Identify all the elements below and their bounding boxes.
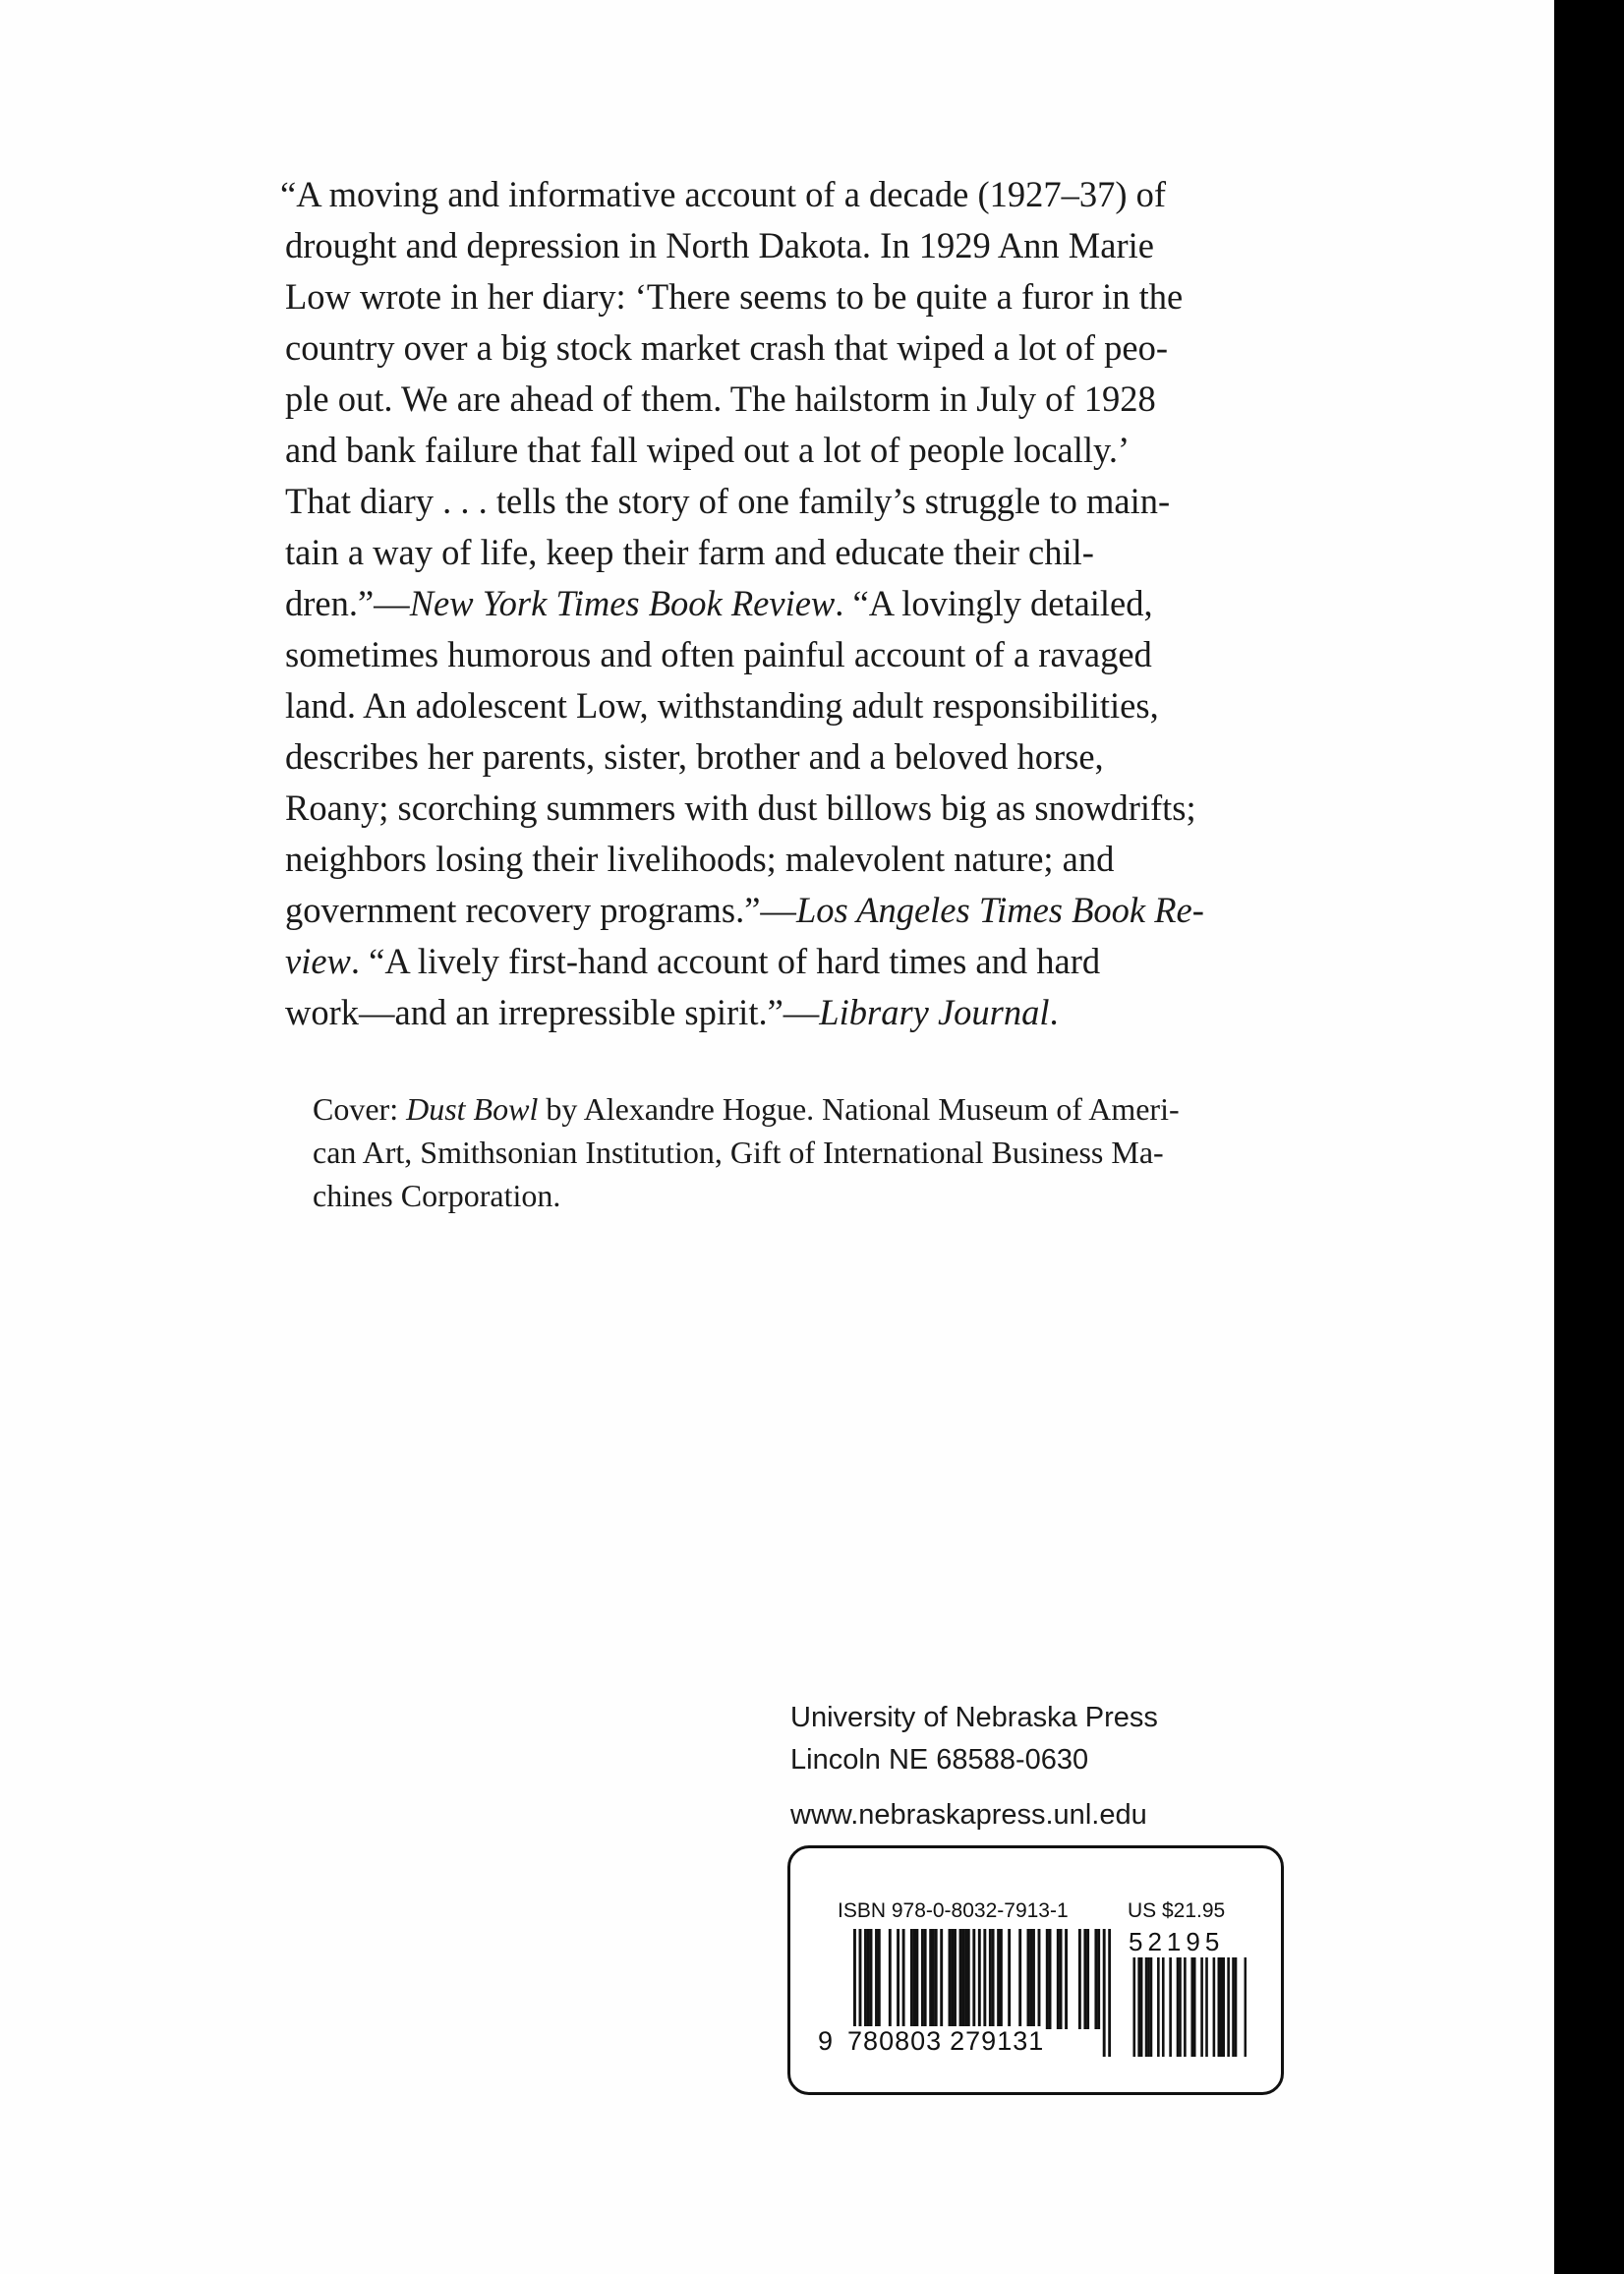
barcode-bar bbox=[959, 1929, 962, 2029]
barcode-bar bbox=[1078, 1929, 1081, 2029]
barcode-bar bbox=[902, 1929, 905, 2029]
text-run: Roany; scorching summers with dust billows big as snowdrifts; bbox=[285, 787, 1196, 828]
text-run: can Art, Smithsonian Institution, Gift of International Business Ma- bbox=[313, 1135, 1164, 1170]
barcode-bar bbox=[889, 1929, 892, 2029]
text-run: by Alexandre Hogue. National Museum of Ameri- bbox=[538, 1091, 1180, 1127]
text-run: work—and an irrepressible spirit.”— bbox=[285, 992, 820, 1032]
blurb-line bbox=[285, 322, 1327, 374]
publisher-address: Lincoln NE 68588-0630 bbox=[790, 1744, 1089, 1776]
text-run: “A moving and informative account of a decade (1927–37) of bbox=[280, 174, 1167, 214]
addon-bar bbox=[1193, 1957, 1196, 2057]
italic-text: Library Journal bbox=[819, 992, 1050, 1032]
barcode-bar bbox=[897, 1929, 899, 2029]
text-run: ple out. We are ahead of them. The hailstorm in July of 1928 bbox=[285, 379, 1156, 419]
barcode-bar bbox=[1065, 1929, 1068, 2029]
text-run: chines Corporation. bbox=[313, 1178, 561, 1213]
text-run: government recovery programs.”— bbox=[285, 890, 796, 930]
ean13-right-digits: 279131 bbox=[950, 2026, 1045, 2056]
blurb-line bbox=[285, 936, 1327, 987]
barcode-bar bbox=[875, 1929, 878, 2029]
addon-bar bbox=[1190, 1957, 1193, 2057]
barcode-bar bbox=[932, 1929, 935, 2029]
blurb-line bbox=[280, 169, 1327, 220]
italic-text: view bbox=[285, 941, 351, 981]
barcode-bar bbox=[870, 1929, 873, 2029]
barcode-bar bbox=[929, 1929, 932, 2029]
barcode-bar bbox=[1008, 1929, 1011, 2029]
barcode-bar bbox=[967, 1929, 970, 2029]
blurb-line bbox=[285, 578, 1327, 629]
barcode-bar bbox=[1086, 1929, 1089, 2029]
blurb-line bbox=[285, 476, 1327, 527]
barcode-bar bbox=[1029, 1929, 1032, 2029]
barcode-bar bbox=[913, 1929, 916, 2029]
barcode-bar bbox=[878, 1929, 881, 2029]
addon-bar bbox=[1184, 1957, 1187, 2057]
addon-bar bbox=[1232, 1957, 1235, 2057]
blurb-line bbox=[285, 680, 1327, 731]
text-run: describes her parents, sister, brother and a beloved horse, bbox=[285, 736, 1104, 777]
addon-bar bbox=[1222, 1957, 1225, 2057]
addon-bar bbox=[1140, 1957, 1143, 2057]
text-run: Low wrote in her diary: ‘There seems to be quite a furor in the bbox=[285, 276, 1184, 317]
barcode-bar bbox=[949, 1929, 952, 2029]
text-run: drought and depression in North Dakota. In 1929 Ann Marie bbox=[285, 225, 1154, 265]
barcode-bar bbox=[997, 1929, 1000, 2029]
addon-bar bbox=[1147, 1957, 1150, 2057]
credit-line bbox=[313, 1087, 1335, 1131]
blurb-line bbox=[285, 629, 1327, 680]
addon-bar bbox=[1169, 1957, 1172, 2057]
barcode-bar bbox=[864, 1929, 867, 2029]
addon-bar bbox=[1200, 1957, 1203, 2057]
blurb-line bbox=[285, 783, 1327, 834]
text-run: That diary . . . tells the story of one family’s struggle to main- bbox=[285, 481, 1171, 521]
text-run: . bbox=[1049, 992, 1059, 1032]
credit-line bbox=[313, 1174, 1335, 1217]
barcode-bar bbox=[921, 1929, 924, 2029]
addon-bar bbox=[1137, 1957, 1140, 2057]
blurb-line bbox=[285, 527, 1327, 578]
price-addon-barcode bbox=[1131, 1957, 1247, 2057]
blurb-line bbox=[285, 834, 1327, 885]
text-run: land. An adolescent Low, withstanding adult responsibilities, bbox=[285, 685, 1159, 726]
barcode-bar bbox=[1057, 1929, 1060, 2029]
barcode-bar bbox=[1046, 1929, 1049, 2029]
barcode-bar bbox=[924, 1929, 927, 2029]
price-addon-digits: 52195 bbox=[1129, 1927, 1225, 1956]
barcode-bar bbox=[867, 1929, 870, 2029]
addon-bar bbox=[1213, 1957, 1216, 2057]
publisher-website: www.nebraskapress.unl.edu bbox=[790, 1799, 1147, 1831]
barcode-bar bbox=[989, 1929, 992, 2029]
barcode-bar bbox=[1018, 1929, 1021, 2029]
barcode-bar bbox=[1027, 1929, 1030, 2029]
addon-bar bbox=[1218, 1957, 1221, 2057]
barcode-bar bbox=[915, 1929, 918, 2029]
barcode-bar bbox=[992, 1929, 995, 2029]
addon-bar bbox=[1145, 1957, 1148, 2057]
barcode-bar bbox=[1038, 1929, 1041, 2029]
barcode-bar bbox=[940, 1929, 943, 2029]
blurb-line bbox=[285, 731, 1327, 783]
addon-bar bbox=[1179, 1957, 1182, 2057]
blurb-line bbox=[285, 271, 1327, 322]
addon-bar bbox=[1235, 1957, 1238, 2057]
addon-bar bbox=[1150, 1957, 1153, 2057]
barcode-bar bbox=[1060, 1929, 1063, 2029]
barcode-bar bbox=[1032, 1929, 1035, 2029]
text-run: tain a way of life, keep their farm and educate their chil- bbox=[285, 532, 1094, 572]
barcode-bar bbox=[1049, 1929, 1052, 2029]
ean13-digits bbox=[818, 2026, 1044, 2057]
text-run: Cover: bbox=[313, 1091, 407, 1127]
credit-line bbox=[313, 1131, 1335, 1174]
addon-bar bbox=[1205, 1957, 1208, 2057]
text-run: neighbors losing their livelihoods; malevolent nature; and bbox=[285, 839, 1115, 879]
addon-bar bbox=[1245, 1957, 1247, 2057]
price-label: US $21.95 bbox=[1128, 1899, 1226, 1922]
review-blurb bbox=[280, 169, 1327, 1038]
addon-bar bbox=[1157, 1957, 1160, 2057]
barcode-bar bbox=[954, 1929, 957, 2029]
text-run: and bank failure that fall wiped out a lot of people locally.’ bbox=[285, 430, 1131, 470]
italic-text: Dust Bowl bbox=[406, 1091, 539, 1127]
publisher-block bbox=[790, 1697, 1158, 1781]
barcode-bar bbox=[972, 1929, 975, 2029]
blurb-line bbox=[285, 987, 1327, 1038]
italic-text: New York Times Book Review bbox=[409, 583, 836, 623]
barcode-bar bbox=[1094, 1929, 1097, 2029]
addon-bar bbox=[1177, 1957, 1180, 2057]
barcode-guard-bar bbox=[1103, 1929, 1106, 2057]
addon-bar bbox=[1162, 1957, 1165, 2057]
barcode-bar bbox=[1083, 1929, 1086, 2029]
blurb-line bbox=[285, 885, 1327, 936]
italic-text: Los Angeles Times Book Re- bbox=[795, 890, 1204, 930]
spine-edge-strip bbox=[1554, 0, 1624, 2274]
isbn-label: ISBN 978-0-8032-7913-1 bbox=[838, 1899, 1069, 1922]
addon-bar bbox=[1132, 1957, 1135, 2057]
cover-credit bbox=[313, 1087, 1335, 1217]
text-run: sometimes humorous and often painful account of a ravaged bbox=[285, 634, 1152, 674]
barcode-bar bbox=[910, 1929, 913, 2029]
blurb-line bbox=[285, 425, 1327, 476]
publisher-name: University of Nebraska Press bbox=[790, 1702, 1158, 1733]
addon-bar bbox=[1220, 1957, 1223, 2057]
blurb-line bbox=[285, 374, 1327, 425]
text-run: . “A lively first-hand account of hard times and hard bbox=[350, 941, 1101, 981]
ean13-lead-digit: 9 bbox=[818, 2026, 835, 2056]
barcode-bar bbox=[961, 1929, 964, 2029]
blurb-line bbox=[285, 220, 1327, 271]
barcode-bar bbox=[951, 1929, 954, 2029]
ean13-left-digits: 780803 bbox=[847, 2026, 943, 2056]
barcode-bar bbox=[1000, 1929, 1003, 2029]
text-run: . “A lovingly detailed, bbox=[835, 583, 1153, 623]
barcode-guard-bar bbox=[1108, 1929, 1111, 2057]
text-run: dren.”— bbox=[285, 583, 410, 623]
barcode-bar bbox=[935, 1929, 938, 2029]
addon-bar bbox=[1227, 1957, 1230, 2057]
barcode-bar bbox=[1097, 1929, 1100, 2029]
text-run: country over a big stock market crash that wiped a lot of peo- bbox=[285, 327, 1169, 368]
barcode-bar bbox=[964, 1929, 967, 2029]
